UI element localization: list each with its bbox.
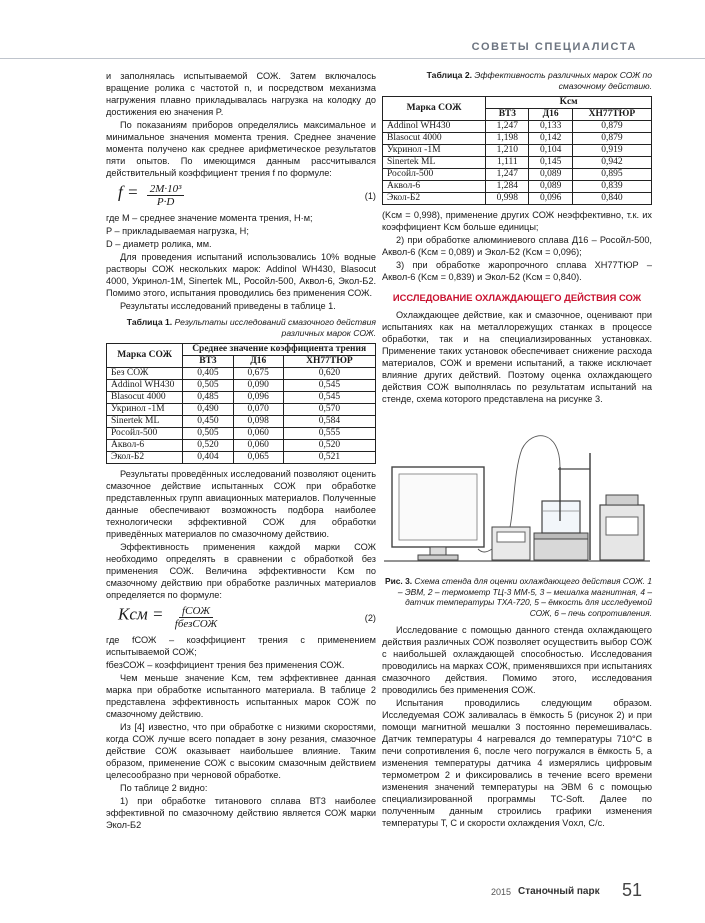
monitor-screen [399, 474, 477, 540]
header-rule [0, 58, 705, 59]
table-cell-value: 0,404 [183, 452, 233, 464]
table-row [383, 181, 652, 193]
magnetic-stirrer [534, 539, 588, 560]
table-header-brand: Марка СОЖ [383, 97, 486, 121]
section-title: ИССЛЕДОВАНИЕ ОХЛАЖДАЮЩЕГО ДЕЙСТВИЯ СОЖ [392, 292, 642, 303]
fraction-numerator: 2M·10³ [147, 183, 185, 196]
furnace-top [606, 495, 638, 505]
monitor-base [418, 555, 458, 560]
table-cell-value: 1,111 [486, 157, 529, 169]
table-2-caption [382, 70, 652, 92]
paragraph: Эффективность применения каждой марки СОЖ необходимо определять в сравнении с обработкой без применения СОЖ. Величина эффективности Kсм по смазочному действию при обработке различных материалов определяется по формуле: [106, 542, 376, 600]
table-column-header: Д16 [529, 109, 572, 121]
caption-text: Схема стенда для оценки охлаждающего действия СОЖ. 1 – ЭВМ, 2 – термометр ТЦ-3 ММ-5, 3 – мешалка магнитная, 4 – датчик температуры ТХА-720, 5 – ёмкость для исследуемой СОЖ, 6 – печь сопротивления. [397, 576, 652, 618]
fraction-denominator: P·D [156, 196, 175, 208]
table-cell-value: 0,879 [572, 133, 651, 145]
table-cell-brand: Sinertek ML [383, 157, 486, 169]
table-cell-brand: Укринол -1М [107, 404, 183, 416]
left-column [106, 70, 376, 832]
table-cell-brand: Экол-Б2 [383, 193, 486, 205]
paragraph: Результаты проведённых исследований позволяют оценить смазочное действие испытанных СОЖ при обработке представленных групп авиационных материалов. Полученные данные обеспечивают возможность подбора наиболее технологически эффективной СОЖ для обработки приведённых материалов по смазочному действию. [106, 469, 376, 539]
paragraph: Охлаждающее действие, как и смазочное, оценивают при испытаниях как на металлорежущих станках в процессе обработки, так и на специализированных установках. Применение таких установок обеспечивает снижение расхода материалов, СОЖ и времени испытаний, а также исключает влияние других действий. Поэтому оценка охлаждающего действия СОЖ выполнялась по результатам испытаний на стенде, схема которого представлена на рисунке 3. [382, 310, 652, 404]
table-cell-value: 0,919 [572, 145, 651, 157]
table-cell-value: 0,065 [233, 452, 283, 464]
formula-friction [118, 183, 376, 208]
table-column-header: ХН77ТЮР [283, 356, 375, 368]
table-cell-value: 1,198 [486, 133, 529, 145]
table-cell-brand: Blasocut 4000 [107, 392, 183, 404]
table-cell-value: 0,104 [529, 145, 572, 157]
paragraph: Результаты исследований приведены в таблице 1. [120, 301, 336, 311]
caption-text: Результаты исследований смазочного действия различных марок СОЖ. [174, 317, 376, 338]
paragraph: Чем меньше значение Kсм, тем эффективнее данная марка при обработке испытанного материала. В таблице 2 представлена эффективность испытанных марок СОЖ по смазочному действию. [106, 673, 376, 719]
table-cell-value: 0,098 [233, 416, 283, 428]
table-cell-value: 0,070 [233, 404, 283, 416]
table-cell-value: 0,879 [572, 121, 651, 133]
table-cell-value: 0,520 [283, 440, 375, 452]
table-row [107, 440, 376, 452]
pc-cable [478, 549, 492, 552]
table-cell-brand: Blasocut 4000 [383, 133, 486, 145]
table-cell-value: 0,490 [183, 404, 233, 416]
table-1 [106, 343, 376, 464]
caption-label: Таблица 2. [426, 70, 472, 80]
table-cell-brand: Без СОЖ [107, 368, 183, 380]
table-cell-value: 0,545 [283, 380, 375, 392]
table-cell-value: 0,895 [572, 169, 651, 181]
table-cell-value: 0,839 [572, 181, 651, 193]
table-cell-brand: Укринол -1М [383, 145, 486, 157]
table-cell-value: 0,096 [233, 392, 283, 404]
right-column [382, 70, 652, 830]
paragraph: Исследование с помощью данного стенда охлаждающего действия различных СОЖ позволяет осуществить выбор СОЖ с наибольшей охлаждающей способностью. Исследования проводились на марках СОЖ, применявшихся при испытаниях смазочного действия. Помимо этого, исследования проводились без применения СОЖ. [382, 625, 652, 695]
table-cell-brand: Addinol WH430 [107, 380, 183, 392]
thermometer-display [497, 532, 525, 542]
formula-lhs: Kсм = [118, 604, 164, 624]
paragraph: По таблице 2 видно: [120, 783, 208, 793]
table-cell-value: 0,521 [283, 452, 375, 464]
equation-number: (1) [364, 190, 376, 201]
table-1-caption [106, 317, 376, 339]
table-cell-value: 0,584 [283, 416, 375, 428]
fraction-numerator: fСОЖ [179, 605, 213, 618]
table-cell-value: 0,089 [529, 169, 572, 181]
paragraph: (Kсм = 0,998), применение других СОЖ неэффективно, т.к. их коэффициент Kсм больше единицы; [382, 210, 652, 232]
table-row [383, 145, 652, 157]
table-column-header: ВТ3 [183, 356, 233, 368]
table-cell-value: 1,210 [486, 145, 529, 157]
table-row [107, 452, 376, 464]
test-stand-diagram [382, 409, 652, 574]
table-row [107, 416, 376, 428]
table-cell-value: 1,247 [486, 169, 529, 181]
table-cell-brand: Sinertek ML [107, 416, 183, 428]
paragraph: 1) при обработке титанового сплава ВТ3 наиболее эффективной по смазочному действию является СОЖ марки Экол-Б2 [106, 796, 376, 830]
fraction [147, 183, 185, 208]
formula-lhs: f = [118, 182, 139, 202]
paragraph: 3) при обработке жаропрочного сплава ХН77ТЮР – Аквол-6 (Kсм = 0,839) и Экол-Б2 (Kсм = 0,840). [382, 260, 652, 282]
table-header-group: Среднее значение коэффициента трения [183, 344, 376, 356]
table-row [383, 193, 652, 205]
definition: где M – среднее значение момента трения, Н·м; [106, 213, 313, 223]
table-cell-value: 0,545 [283, 392, 375, 404]
table-column-header: ХН77ТЮР [572, 109, 651, 121]
table-cell-value: 0,142 [529, 133, 572, 145]
table-column-header: ВТ3 [486, 109, 529, 121]
figure-3-caption [382, 576, 652, 618]
definition: fбезСОЖ – коэффициент трения без применения СОЖ. [106, 660, 345, 670]
table-cell-brand: Росойл-500 [383, 169, 486, 181]
table-column-header: Д16 [233, 356, 283, 368]
caption-text: Эффективность различных марок СОЖ по смазочному действию. [474, 70, 652, 91]
caption-label: Рис. 3. [385, 576, 413, 586]
table-cell-value: 0,485 [183, 392, 233, 404]
table-cell-value: 1,247 [486, 121, 529, 133]
table-row [107, 368, 376, 380]
table-cell-value: 0,096 [529, 193, 572, 205]
table-cell-value: 0,133 [529, 121, 572, 133]
table-cell-value: 0,505 [183, 428, 233, 440]
table-cell-value: 0,405 [183, 368, 233, 380]
coolant-vessel [542, 501, 580, 533]
formula-efficiency [118, 605, 376, 630]
table-row [383, 169, 652, 181]
table-cell-value: 0,060 [233, 440, 283, 452]
table-row [107, 392, 376, 404]
definition: P – прикладываемая нагрузка, Н; [106, 226, 249, 236]
footer-year: 2015 [491, 887, 512, 897]
furnace-door [606, 517, 638, 535]
table-cell-value: 0,620 [283, 368, 375, 380]
definition: D – диаметр ролика, мм. [106, 239, 212, 249]
table-cell-value: 0,145 [529, 157, 572, 169]
table-row [383, 157, 652, 169]
stirrer-plate [534, 533, 588, 539]
paragraph: По показаниям приборов определялись максимальное и минимальное значения момента трения. Среднее значение момента получено как среднее арифметическое результатов пяти опытов. По имеющимся данным рассчитывался действительный коэффициент трения f по формуле: [106, 120, 376, 178]
table-row [107, 380, 376, 392]
table-cell-value: 0,520 [183, 440, 233, 452]
table-cell-brand: Addinol WH430 [383, 121, 486, 133]
table-2 [382, 96, 652, 205]
table-header-brand: Марка СОЖ [107, 344, 183, 368]
table-cell-value: 0,942 [572, 157, 651, 169]
table-cell-brand: Экол-Б2 [107, 452, 183, 464]
table-cell-value: 0,570 [283, 404, 375, 416]
table-row [383, 133, 652, 145]
definition: где fСОЖ – коэффициент трения с применением испытываемой СОЖ; [106, 635, 376, 657]
page-number: 51 [622, 880, 643, 900]
table-cell-brand: Аквол-6 [383, 181, 486, 193]
footer-magazine: Станочный парк [518, 886, 600, 897]
fraction [172, 605, 221, 630]
table-cell-value: 0,840 [572, 193, 651, 205]
table-cell-value: 0,089 [529, 181, 572, 193]
table-row [107, 428, 376, 440]
table-cell-brand: Росойл-500 [107, 428, 183, 440]
paragraph: Для проведения испытаний использовались 10% водные растворы СОЖ нескольких марок: Addinol WH430, Blasocut 4000, Укринол-1М, Sinertek ML, Росойл-500, Аквол-6, Экол-Б2. Помимо этого, испытания проводились без применения СОЖ. [106, 252, 376, 298]
paragraph: 2) при обработке алюминиевого сплава Д16 – Росойл-500, Аквол-6 (Kсм = 0,089) и Экол-Б2 (Kсм = 0,096); [382, 235, 652, 257]
table-cell-value: 0,090 [233, 380, 283, 392]
fraction-denominator: fбезСОЖ [174, 618, 218, 630]
caption-label: Таблица 1. [126, 317, 173, 327]
table-cell-value: 0,675 [233, 368, 283, 380]
table-cell-value: 1,284 [486, 181, 529, 193]
figure-3 [382, 409, 652, 574]
section-header: СОВЕТЫ СПЕЦИАЛИСТА [471, 41, 637, 53]
paragraph: Испытания проводились следующим образом. Исследуемая СОЖ заливалась в ёмкость 5 (рисунок 2) и при помощи магнитной мешалки 3 постоянно перемешивалась. Датчик температуры 4 нагревался до температуры 710°С в печи сопротивления 6, после чего погружался в ёмкость 5, а изменения температуры датчика 4 измерялись цифровым термометром 2 и фиксировались в течение всего времени изменения значений температуры на ЭВМ 6 с помощью специализированной программы TC-Soft. Далее по полученным данным строились графики изменения температуры T, С и скорости охлаждения Vохл, С/с. [382, 698, 652, 828]
equation-number: (2) [364, 612, 376, 623]
table-cell-value: 0,060 [233, 428, 283, 440]
table-row [383, 121, 652, 133]
table-cell-value: 0,505 [183, 380, 233, 392]
paragraph: Из [4] известно, что при обработке с низкими скоростями, когда СОЖ лучше всего попадает в зону резания, смазочное действие СОЖ оказывает наибольшее влияние. Таким образом, применение СОЖ с высоким смазочным действием целесообразно при черновой обработке. [106, 722, 376, 780]
table-cell-value: 0,555 [283, 428, 375, 440]
table-header-group: Kсм [486, 97, 652, 109]
table-cell-value: 0,450 [183, 416, 233, 428]
paragraph: и заполнялась испытываемой СОЖ. Затем включалось вращение ролика с частотой n, и посредством механизма нагружения плавно прикладывалась нагрузка на колодку до достижения ею значения P. [106, 71, 376, 117]
monitor-stand [430, 547, 446, 555]
table-cell-value: 0,998 [486, 193, 529, 205]
table-row [107, 404, 376, 416]
table-cell-brand: Аквол-6 [107, 440, 183, 452]
